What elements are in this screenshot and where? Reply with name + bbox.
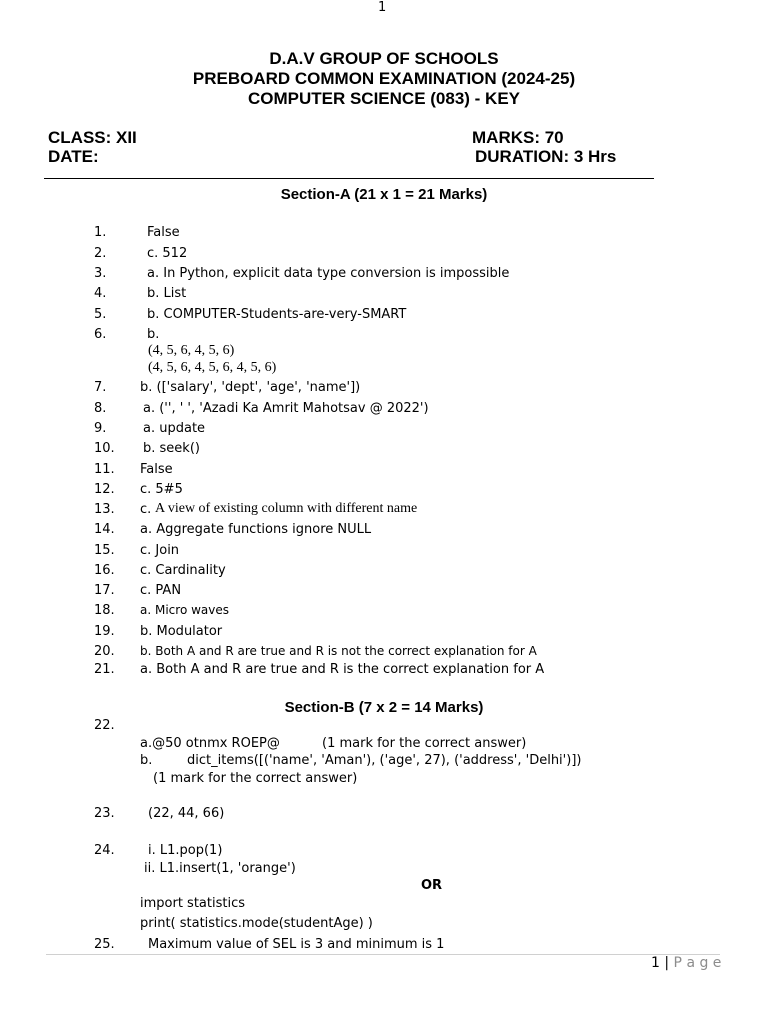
answer: a. ('', ' ', 'Azadi Ka Amrit Mahotsav @ 2022'): [143, 401, 429, 416]
question-number: 21.: [94, 662, 115, 677]
footer-page-num: 1: [651, 955, 660, 971]
question-number: 3.: [94, 266, 107, 281]
answer: A view of existing column with different name: [155, 501, 418, 516]
code-line: print( statistics.mode(studentAge) ): [140, 916, 373, 931]
question-number: 13.: [94, 502, 115, 517]
answer: a. In Python, explicit data type conversion is impossible: [147, 266, 510, 281]
marking-note: (1 mark for the correct answer): [322, 736, 527, 751]
answer: c. 5#5: [140, 482, 183, 497]
question-number: 11.: [94, 462, 115, 477]
header-divider: [44, 178, 654, 179]
answer: dict_items([('name', 'Aman'), ('age', 27), ('address', 'Delhi')]): [187, 753, 582, 768]
answer: i. L1.pop(1): [148, 843, 223, 858]
footer-separator: |: [664, 955, 670, 971]
footer-page-word: P a g e: [673, 955, 722, 971]
answer: ii. L1.insert(1, 'orange'): [144, 861, 296, 876]
answer-label: b.: [140, 753, 153, 768]
marking-note: (1 mark for the correct answer): [153, 771, 358, 786]
question-number: 20.: [94, 644, 115, 659]
school-name: D.A.V GROUP OF SCHOOLS: [269, 49, 499, 68]
answer: False: [140, 462, 173, 477]
question-number: 14.: [94, 522, 115, 537]
code-line: import statistics: [140, 896, 246, 911]
question-number: 8.: [94, 401, 107, 416]
answer: b. Modulator: [140, 624, 223, 639]
question-number: 12.: [94, 482, 115, 497]
answer: b. seek(): [143, 441, 200, 456]
exam-title: PREBOARD COMMON EXAMINATION (2024-25): [192, 69, 576, 88]
question-number: 9.: [94, 421, 107, 436]
question-number: 18.: [94, 603, 115, 618]
answer: c. PAN: [140, 583, 182, 598]
answer: c. Join: [140, 543, 180, 558]
date-label: DATE:: [48, 147, 99, 166]
page-number-top: 1: [378, 0, 387, 15]
question-number: 1.: [94, 225, 107, 240]
question-number: 2.: [94, 246, 107, 261]
answer: Maximum value of SEL is 3 and minimum is 1: [148, 937, 445, 952]
footer-page-number: [651, 955, 721, 971]
question-number: 16.: [94, 563, 115, 578]
question-number: 6.: [94, 327, 107, 342]
question-number: 23.: [94, 806, 115, 821]
answer-prefix: c.: [140, 502, 152, 517]
answer: a. update: [143, 421, 206, 436]
answer-output-line: (4, 5, 6, 4, 5, 6, 4, 5, 6): [148, 360, 277, 375]
question-number: 15.: [94, 543, 115, 558]
or-separator: OR: [421, 878, 443, 893]
answer: b. Both A and R are true and R is not the correct explanation for A: [140, 644, 537, 658]
answer: False: [147, 225, 180, 240]
footer-divider: [46, 954, 720, 955]
question-number: 4.: [94, 286, 107, 301]
question-number: 10.: [94, 441, 115, 456]
answer: a.@50 otnmx ROEP@: [140, 736, 280, 751]
question-number: 22.: [94, 718, 115, 733]
answer: (22, 44, 66): [148, 806, 225, 821]
answer: b. List: [147, 286, 187, 301]
answer-output-line: (4, 5, 6, 4, 5, 6): [148, 343, 235, 358]
question-number: 7.: [94, 380, 107, 395]
answer: a. Both A and R are true and R is the correct explanation for A: [140, 662, 545, 677]
question-number: 5.: [94, 307, 107, 322]
answer: c. 512: [147, 246, 188, 261]
answer: b.: [147, 327, 160, 342]
answer: c. Cardinality: [140, 563, 226, 578]
section-b-title: Section-B (7 x 2 = 14 Marks): [284, 699, 484, 716]
question-number: 24.: [94, 843, 115, 858]
marks-label: MARKS: 70: [472, 128, 564, 147]
duration-label: DURATION: 3 Hrs: [475, 147, 617, 166]
answer: a. Aggregate functions ignore NULL: [140, 522, 372, 537]
answer: a. Micro waves: [140, 603, 229, 617]
answer: b. COMPUTER-Students-are-very-SMART: [147, 307, 407, 322]
subject-title: COMPUTER SCIENCE (083) - KEY: [247, 89, 521, 108]
question-number: 25.: [94, 937, 115, 952]
question-number: 19.: [94, 624, 115, 639]
class-label: CLASS: XII: [48, 128, 137, 147]
answer: b. (['salary', 'dept', 'age', 'name']): [140, 380, 361, 395]
section-a-title: Section-A (21 x 1 = 21 Marks): [280, 186, 488, 203]
question-number: 17.: [94, 583, 115, 598]
